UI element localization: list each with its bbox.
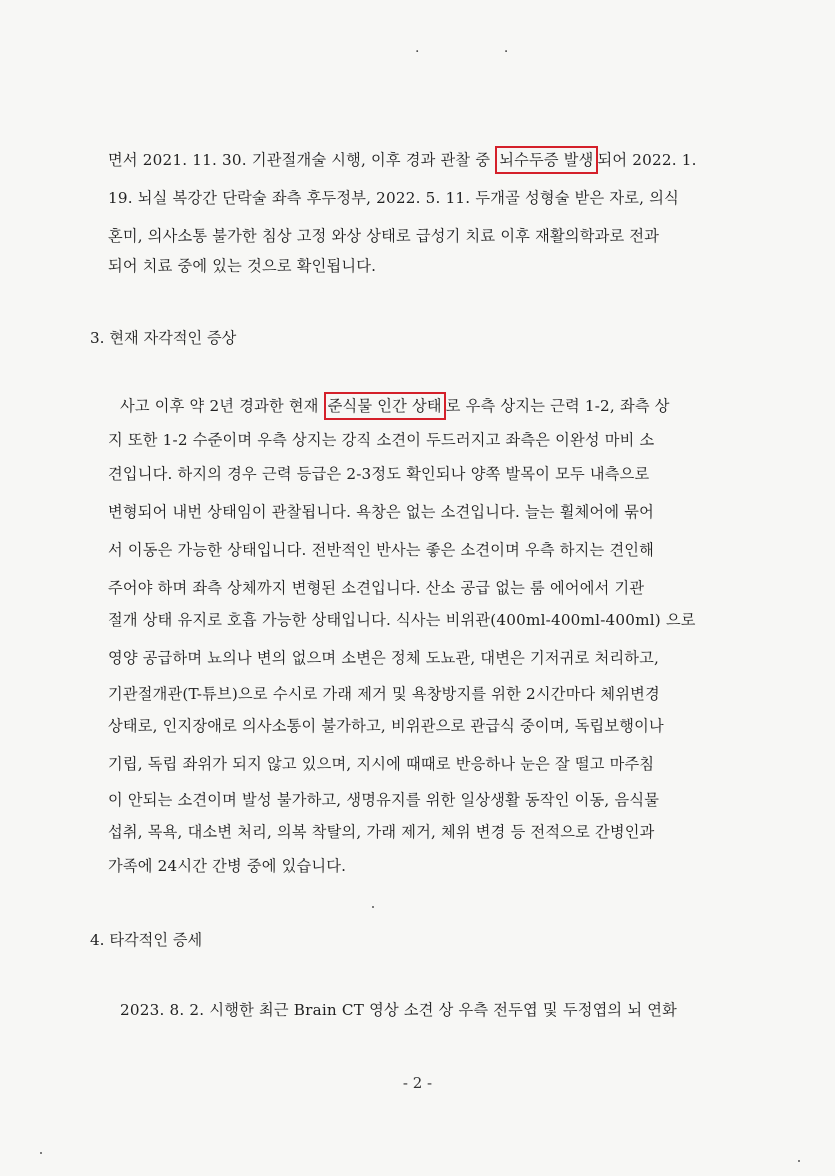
page-number: - 2 - — [402, 1074, 433, 1092]
p2-line-8: 영양 공급하며 뇨의나 변의 없으며 소변은 정체 도뇨관, 대변은 기저귀로 처리하고, — [108, 649, 660, 667]
p2-line-2: 지 또한 1-2 수준이며 우측 상지는 강직 소견이 두드러지고 좌측은 이완성 마비 소 — [108, 431, 655, 449]
p2-line-12: 이 안되는 소견이며 발성 불가하고, 생명유지를 위한 일상생활 동작인 이동, 음식물 — [108, 791, 660, 809]
p1-line-2: 19. 뇌실 복강간 단락술 좌측 후두정부, 2022. 5. 11. 두개골 성형술 받은 자로, 의식 — [108, 189, 679, 207]
p2-line-11: 기립, 독립 좌위가 되지 않고 있으며, 지시에 때때로 반응하나 눈은 잘 떨고 마주침 — [108, 755, 655, 773]
scan-speck — [40, 1152, 42, 1154]
p1-line-1: 면서 2021. 11. 30. 기관절개술 시행, 이후 경과 관찰 중 뇌수두증 발생 되어 2022. 1. — [108, 150, 748, 170]
header-marks: · · — [415, 44, 549, 60]
p1-line-3: 혼미, 의사소통 불가한 침상 고정 와상 상태로 급성기 치료 이후 재활의학과로 전과 — [108, 227, 660, 245]
p2-line-3: 견입니다. 하지의 경우 근력 등급은 2-3정도 확인되나 양쪽 발목이 모두 내측으로 — [108, 465, 650, 483]
highlight-box-hydrocephalus: 뇌수두증 발생 — [495, 146, 597, 174]
p2-line-4: 변형되어 내번 상태임이 관찰됩니다. 욕창은 없는 소견입니다. 늘는 휠체어에 묶어 — [108, 503, 655, 521]
p2-line-10: 상태로, 인지장애로 의사소통이 불가하고, 비위관으로 관급식 중이며, 독립보행이나 — [108, 717, 664, 735]
scan-speck — [798, 1160, 800, 1162]
p2-line-9: 기관절개관(T-튜브)으로 수시로 가래 제거 및 욕창방지를 위한 2시간마다 체위변경 — [108, 685, 660, 703]
p2-line-7: 절개 상태 유지로 호흡 가능한 상태입니다. 식사는 비위관(400ml-400ml-400ml) 으로 — [108, 611, 696, 629]
highlight-box-vegetative-state: 준식물 인간 상태 — [324, 392, 446, 420]
p1-line-4: 되어 치료 중에 있는 것으로 확인됩니다. — [108, 257, 377, 275]
p2-line-1: 사고 이후 약 2년 경과한 현재 준식물 인간 상태 로 우측 상지는 근력 1-2, 좌측 상 — [120, 396, 760, 416]
p3-line-1: 2023. 8. 2. 시행한 최근 Brain CT 영상 소견 상 우측 전두엽 및 두정엽의 뇌 연화 — [120, 1001, 677, 1019]
scan-speck — [372, 906, 374, 908]
p2-line-13: 섭취, 목욕, 대소변 처리, 의복 착탈의, 가래 제거, 체위 변경 등 전적으로 간병인과 — [108, 823, 655, 841]
p2-line-6: 주어야 하며 좌측 상체까지 변형된 소견입니다. 산소 공급 없는 룸 에어에서 기관 — [108, 579, 645, 597]
p2-line-14: 가족에 24시간 간병 중에 있습니다. — [108, 857, 347, 875]
section-3-title: 3. 현재 자각적인 증상 — [90, 329, 237, 347]
section-4-title: 4. 타각적인 증세 — [90, 931, 203, 949]
p2-line-5: 서 이동은 가능한 상태입니다. 전반적인 반사는 좋은 소견이며 우측 하지는 견인해 — [108, 541, 655, 559]
